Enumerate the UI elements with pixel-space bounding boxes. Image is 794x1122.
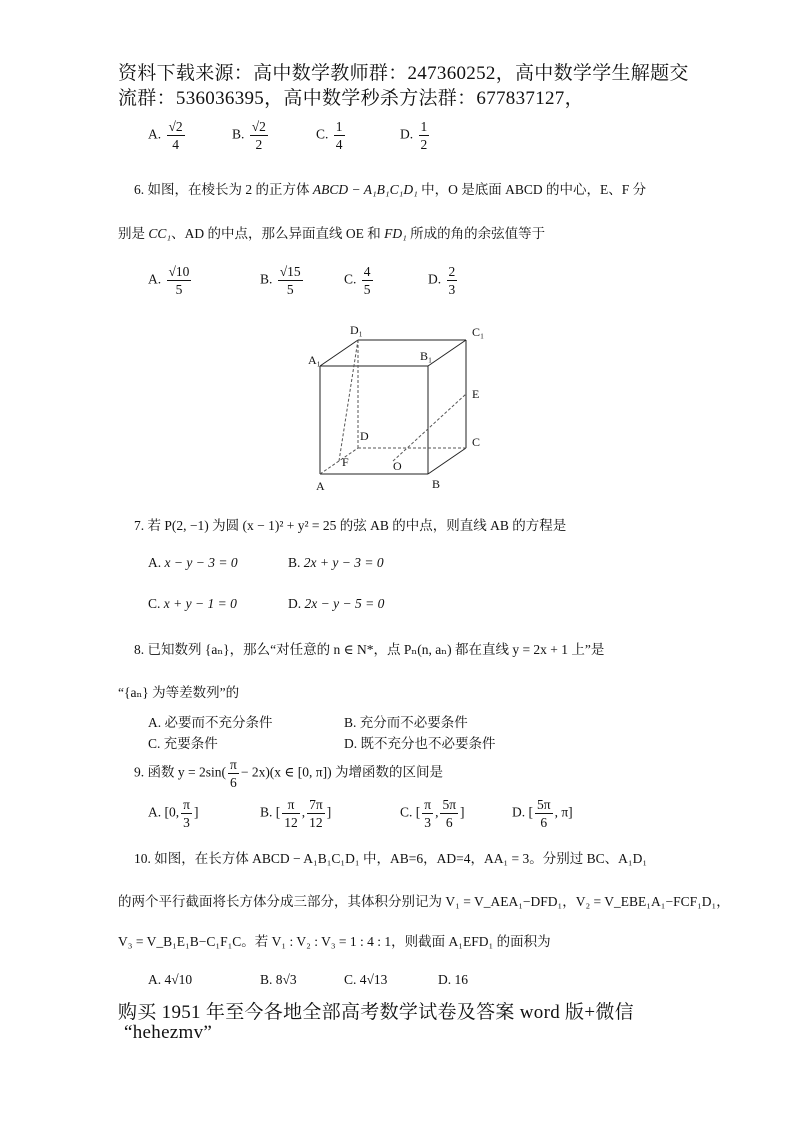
q6-option-a: A. $\frac{√10}{5}$ bbox=[148, 264, 190, 297]
label-c1: C₁ bbox=[472, 325, 485, 339]
segment-oe bbox=[393, 394, 466, 461]
q5-option-d: D. $\frac{1}{2}$ bbox=[400, 119, 428, 152]
q10-stem-line-1: 10. 如图，在长方体 ABCD − A₁B₁C₁D₁ 中，AB=6，AD=4，AA₁ = 3。分别过 BC、A₁D₁ bbox=[134, 851, 648, 866]
label-b: B bbox=[432, 477, 441, 491]
q7-stem: 7. 若 P(2, −1) 为圆 (x − 1)² + y² = 25 的弦 AB 的中点，则直线 AB 的方程是 bbox=[134, 518, 567, 533]
footer-line-1: 购买 1951 年至今各地全部高考数学试卷及答案 word 版+微信 bbox=[118, 1002, 634, 1023]
q6-stem-line-2: 别是 CC₁、AD 的中点，那么异面直线 OE 和 FD₁ 所成的角的余弦值等于 bbox=[118, 226, 546, 241]
header-line-1: 资料下载来源：高中数学教师群：247360252，高中数学学生解题交 bbox=[118, 63, 689, 84]
edge-b1c1 bbox=[428, 340, 466, 366]
q6-option-c: C. $\frac{4}{5}$ bbox=[344, 264, 371, 297]
label-d: D bbox=[360, 429, 369, 443]
header-line-2: 流群：536036395，高中数学秒杀方法群：677837127， bbox=[118, 88, 584, 109]
q9-option-b: B. [ $\frac{\pi}{12}$ , $\frac{7\pi}{12}$ ] bbox=[260, 797, 332, 830]
q5-option-c: C. $\frac{1}{4}$ bbox=[316, 119, 343, 152]
label-d1: D₁ bbox=[350, 323, 363, 337]
q8-option-b: B. 充分而不必要条件 bbox=[344, 715, 468, 730]
q9-option-a: A. [0, $\frac{\pi}{3}$ ] bbox=[148, 797, 199, 830]
q7-option-c: C. x + y − 1 = 0 bbox=[148, 596, 237, 611]
cube-figure bbox=[300, 318, 500, 496]
label-c: C bbox=[472, 435, 481, 449]
q5-option-a: A. $\frac{√2}{4}$ bbox=[148, 119, 183, 152]
label-a1: A₁ bbox=[308, 353, 321, 367]
label-e: E bbox=[472, 387, 480, 401]
footer-line-2: “hehezmv” bbox=[124, 1022, 213, 1043]
q9-option-d: D. [ $\frac{5\pi}{6}$ , π] bbox=[512, 797, 573, 830]
q10-option-b: B. 8√3 bbox=[260, 972, 297, 987]
label-a: A bbox=[316, 479, 325, 493]
q10-option-d: D. 16 bbox=[438, 972, 468, 987]
q7-option-d: D. 2x − y − 5 = 0 bbox=[288, 596, 385, 611]
q6-option-d: D. $\frac{2}{3}$ bbox=[428, 264, 456, 297]
q10-stem-line-3: V₃ = V_B₁E₁B−C₁F₁C。若 V₁ : V₂ : V₃ = 1 : 4 : 1，则截面 A₁EFD₁ 的面积为 bbox=[118, 934, 551, 949]
q9-option-c: C. [ $\frac{\pi}{3}$ , $\frac{5\pi}{6}$ ] bbox=[400, 797, 465, 830]
label-b1: B₁ bbox=[420, 349, 433, 363]
q10-option-c: C. 4√13 bbox=[344, 972, 388, 987]
q10-option-a: A. 4√10 bbox=[148, 972, 193, 987]
q6-option-b: B. $\frac{√15}{5}$ bbox=[260, 264, 301, 297]
q6-stem-line-1: 6. 如图，在棱长为 2 的正方体 ABCD − A₁B₁C₁D₁ 中，O 是底面 ABCD 的中心，E、F 分 bbox=[134, 182, 647, 197]
label-o: O bbox=[393, 459, 402, 473]
q8-option-d: D. 既不充分也不必要条件 bbox=[344, 736, 496, 751]
q7-option-a: A. x − y − 3 = 0 bbox=[148, 555, 238, 570]
edge-bc bbox=[428, 448, 466, 474]
q7-option-b: B. 2x + y − 3 = 0 bbox=[288, 555, 384, 570]
label-f: F bbox=[342, 455, 349, 469]
q8-stem-line-1: 8. 已知数列 {aₙ}，那么“对任意的 n ∈ N*，点 Pₙ(n, aₙ) 都在直线 y = 2x + 1 上”是 bbox=[134, 642, 605, 657]
q10-stem-line-2: 的两个平行截面将长方体分成三部分，其体积分别记为 V₁ = V_AEA₁−DFD₁，V₂ = V_EBE₁A₁−FCF₁D₁， bbox=[118, 894, 730, 909]
q8-option-c: C. 充要条件 bbox=[148, 736, 218, 751]
q9-stem: 9. 函数 y = 2sin( $\frac{\pi}{6}$ − 2x)(x ∈ [0, π]) 为增函数的区间是 bbox=[134, 757, 443, 790]
q8-option-a: A. 必要而不充分条件 bbox=[148, 715, 273, 730]
segment-fd1 bbox=[339, 340, 358, 461]
edge-a1d1 bbox=[320, 340, 358, 366]
q5-option-b: B. $\frac{√2}{2}$ bbox=[232, 119, 266, 152]
q8-stem-line-2: “{aₙ} 为等差数列”的 bbox=[118, 685, 240, 700]
